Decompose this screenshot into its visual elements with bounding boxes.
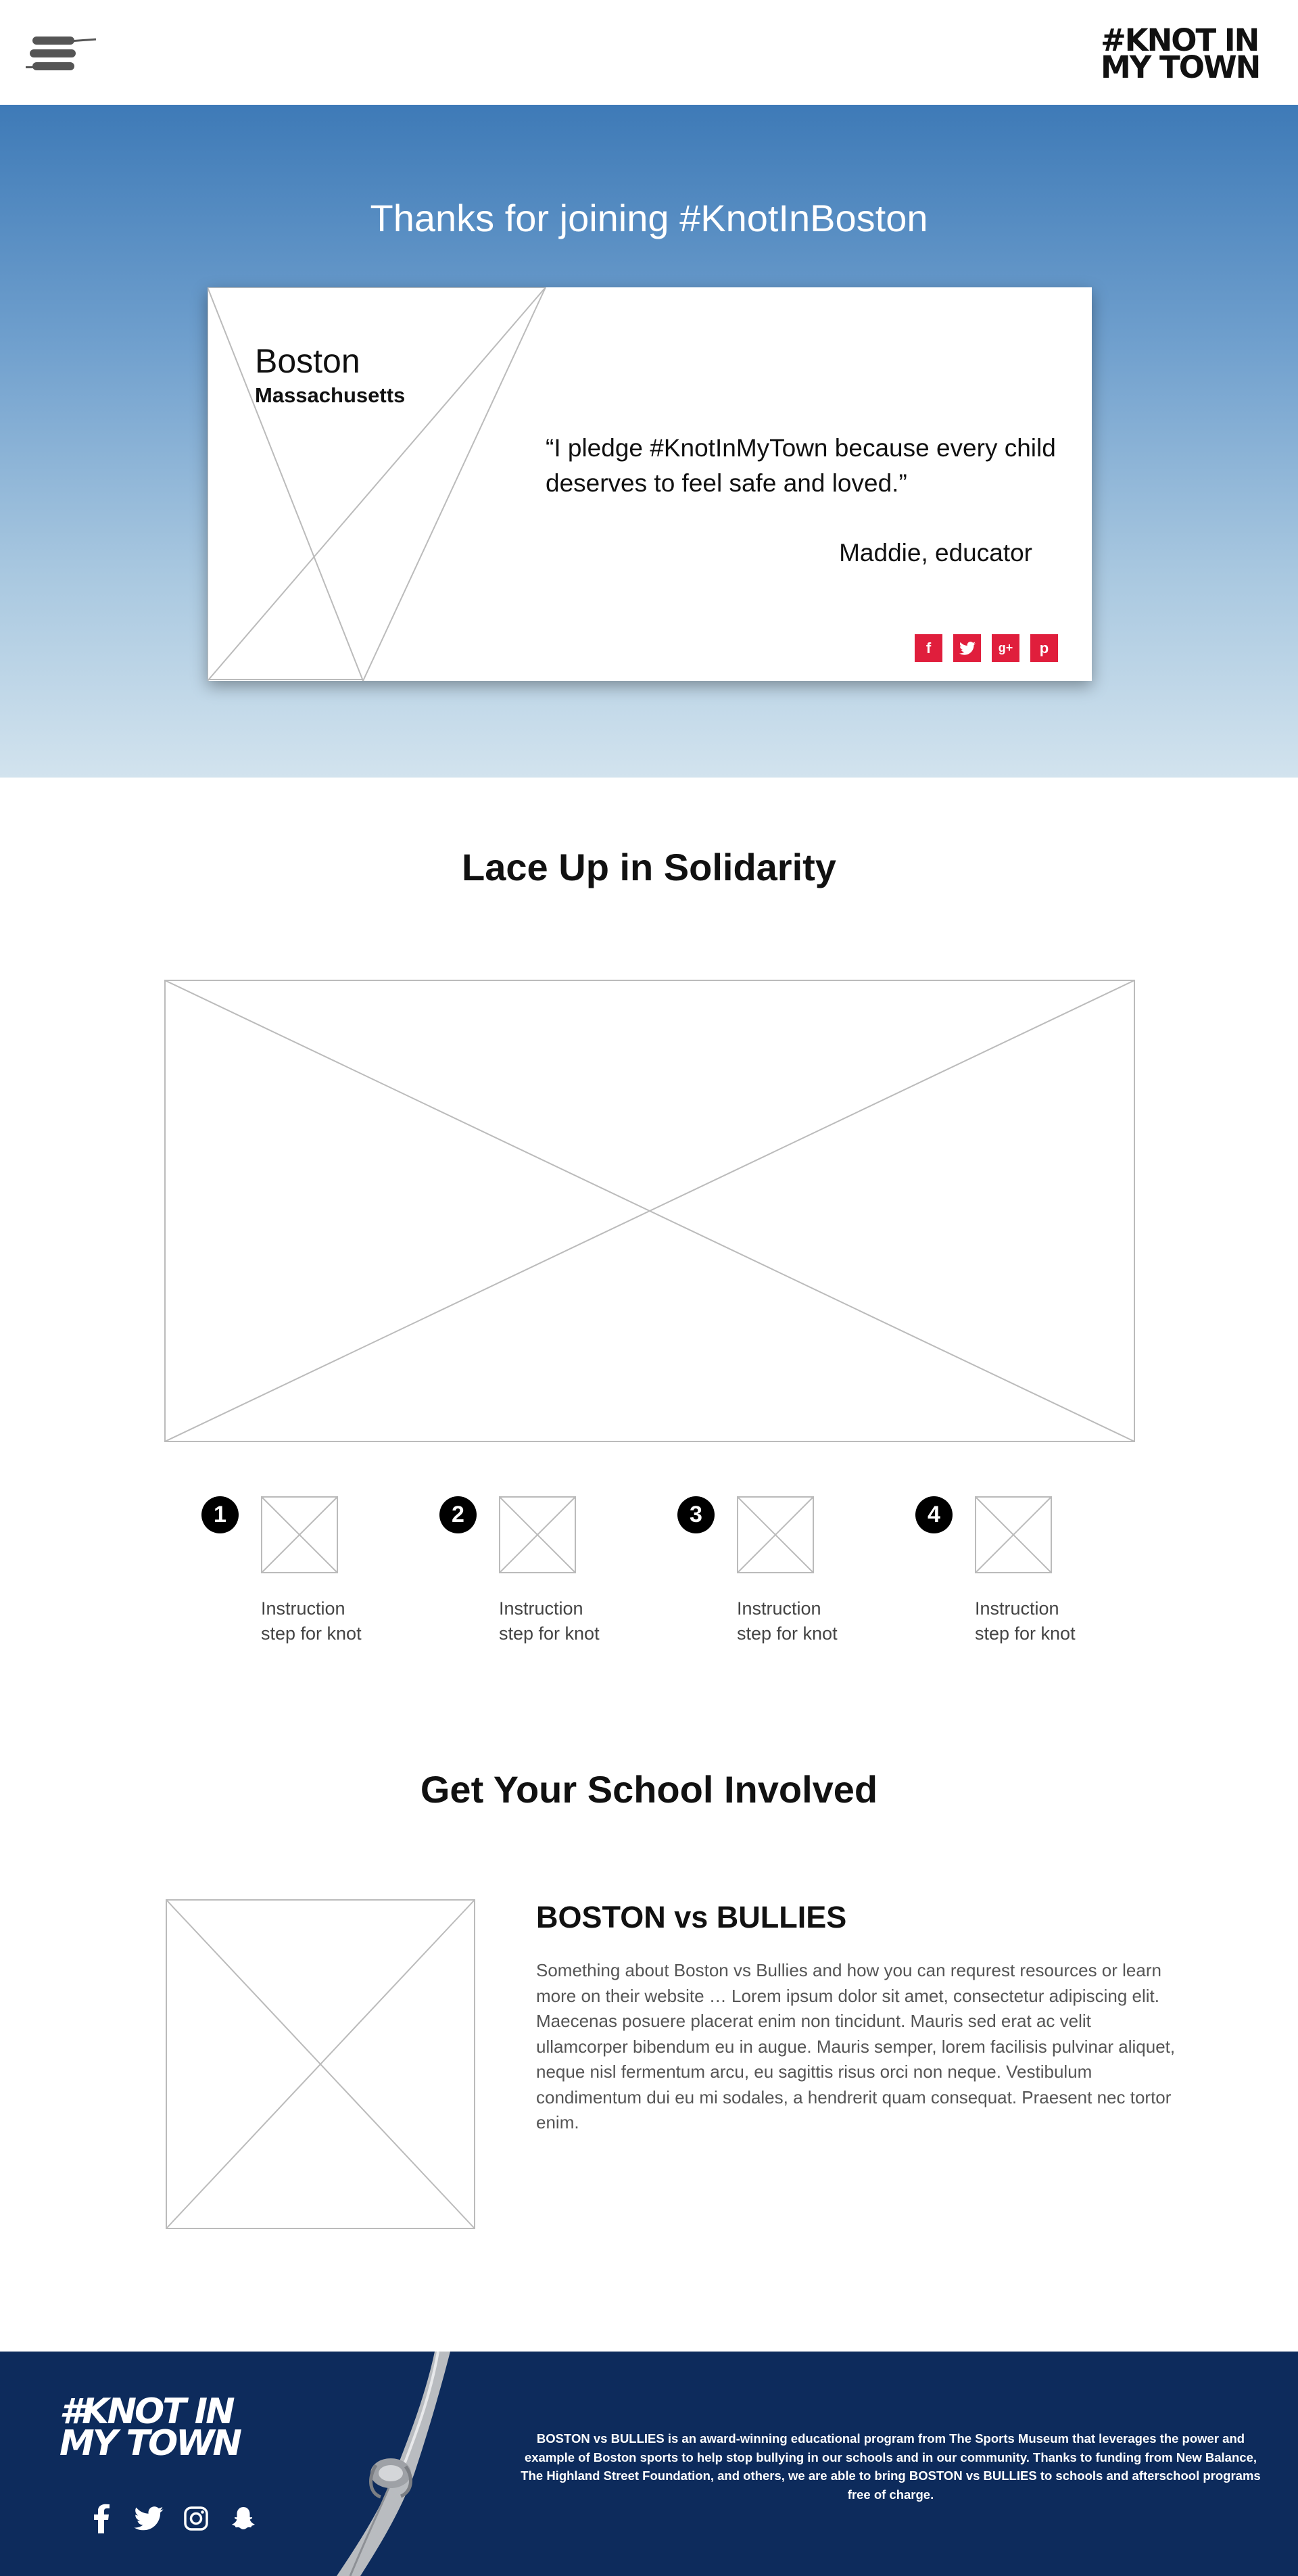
share-buttons [915,634,1058,662]
facebook-icon[interactable] [87,2504,116,2533]
logo-line-1: #KNOT IN [1101,22,1259,58]
twitter-icon[interactable] [134,2504,164,2533]
step-image-placeholder [975,1496,1052,1573]
footer-logo[interactable] [59,2391,241,2464]
pledge-quote: “I pledge #KnotInMyTown because every child deserves to feel safe and loved.” [546,434,1056,497]
pledge-card [208,287,1092,681]
twitter-icon[interactable] [953,634,981,662]
knot-step-3 [677,1496,880,1659]
shoelace-knot-image [296,2352,452,2576]
knot-step-4 [915,1496,1118,1659]
step-number: 4 [915,1496,953,1533]
step-number: 3 [677,1496,715,1533]
step-text: Instruction step for knot [261,1598,362,1644]
pledge-author: Maddie, educator [839,539,1032,567]
site-header [0,0,1298,105]
footer-description: BOSTON vs BULLIES is an award-winning educational program from The Sports Museum that leverages the power and example of Boston sports to help stop bullying in our schools and in our community. Thanks to funding from New Balance, The Highland Street Foundation, and others, we are able to bring BOSTON vs BULLIES to schools and afterschool programs free of charge. [521,2431,1261,2502]
school-image-placeholder [166,1899,475,2229]
snapchat-icon[interactable] [229,2504,258,2533]
footer-logo-line-2: MY TOWN [59,2423,241,2464]
card-state: Massachusetts [255,383,406,407]
card-city: Boston [255,342,360,380]
program-title: BOSTON vs BULLIES [536,1900,847,1934]
step-image-placeholder [737,1496,814,1573]
pinterest-icon[interactable]: p [1030,634,1058,662]
footer-social-links [87,2504,258,2533]
facebook-icon[interactable]: f [915,634,942,662]
site-footer [0,2352,1298,2576]
hero-title: Thanks for joining #KnotInBoston [370,197,928,239]
solidarity-title: Lace Up in Solidarity [462,846,836,888]
step-text: Instruction step for knot [737,1598,838,1644]
footer-logo-line-1: #KNOT IN [59,2391,233,2432]
program-description: Something about Boston vs Bullies and how you can requrest resources or learn more on their website … Lorem ipsum dolor sit amet, consectetur adipiscing elit. Maecenas posuere placerat enim non tincidunt. Mauris sed erat ac velit ullamcorper bibendum eu in augue. Mauris semper, lorem facilisis pulvinar aliquet, neque nisl fermentum arcu, eu sagittis risus orci non neque. Vestibulum condimentum dui eu mi sodales, a hendrerit quam consequat. Praesent nec tortor enim. [536,1960,1176,2132]
step-number: 2 [439,1496,477,1533]
knot-step-2 [439,1496,642,1659]
instagram-icon[interactable] [181,2504,211,2533]
step-text: Instruction step for knot [975,1598,1076,1644]
school-section-title: Get Your School Involved [420,1768,878,1811]
google-plus-icon[interactable]: g+ [992,634,1019,662]
step-text: Instruction step for knot [499,1598,600,1644]
knot-step-1 [201,1496,404,1659]
video-placeholder[interactable] [164,980,1135,1442]
step-image-placeholder [499,1496,576,1573]
hero-section [0,105,1298,778]
step-number: 1 [201,1496,239,1533]
hamburger-menu-icon[interactable] [26,32,97,74]
logo-line-2: MY TOWN [1101,49,1260,85]
site-logo[interactable] [1101,22,1263,85]
step-image-placeholder [261,1496,338,1573]
